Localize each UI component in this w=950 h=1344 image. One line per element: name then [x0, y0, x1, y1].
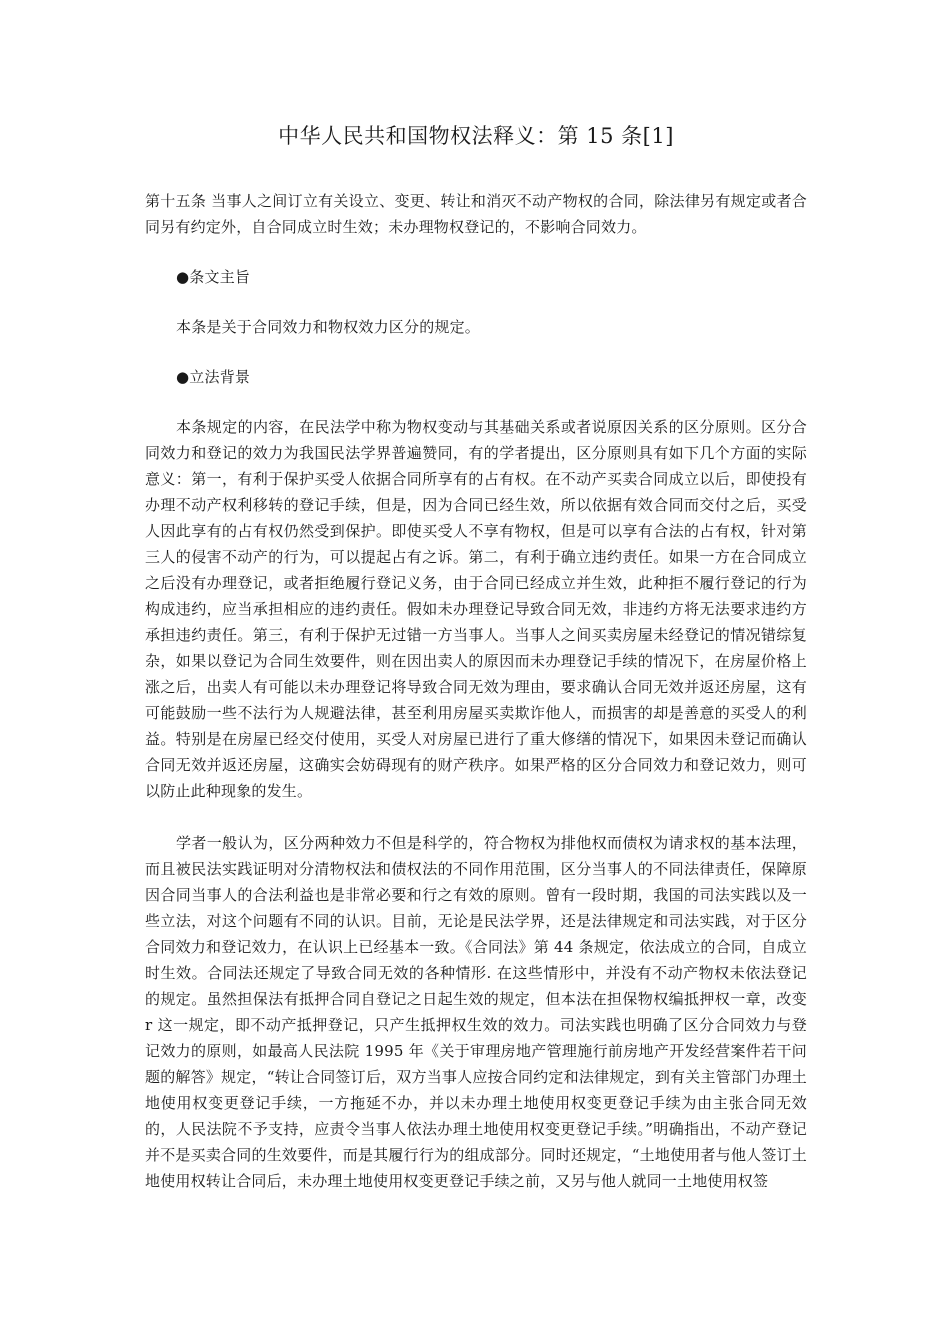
- background-paragraph-1: 本条规定的内容，在民法学中称为物权变动与其基础关系或者说原因关系的区分原则。区分合同效力和登记的效力为我国民法学界普遍赞同，有的学者提出，区分原则具有如下几个方面的实际意义：第一，有利于保护买受人依据合同所享有的占有权。在不动产买卖合同成立以后，即使投有办理不动产权利移转的登记手续，但是，因为合同已经生效，所以依据有效合同而交付之后，买受人因此享有的占有权仍然受到保护。即使买受人不享有物权，但是可以享有合法的占有权，针对第三人的侵害不动产的行为，可以提起占有之诉。第二，有利于确立违约责任。如果一方在合同成立之后没有办理登记，或者拒绝履行登记义务，由于合同已经成立并生效，此种拒不履行登记的行为构成违约，应当承担相应的违约责任。假如未办理登记导致合同无效，非违约方将无法要求违约方承担违约责任。第三，有利于保护无过错一方当事人。当事人之间买卖房屋未经登记的情况错综复杂，如果以登记为合同生效要件，则在因出卖人的原因而未办理登记手续的情况下，在房屋价格上涨之后，出卖人有可能以未办理登记将导致合同无效为理由，要求确认合同无效并返还房屋，这有可能鼓励一些不法行为人规避法律，甚至利用房屋买卖欺诈他人，而损害的却是善意的买受人的利益。特别是在房屋已经交付使用，买受人对房屋已进行了重大修缮的情况下，如果因未登记而确认合同无效并返还房屋，这确实会妨碍现有的财产秩序。如果严格的区分合同效力和登记效力，则可以防止此种现象的发生。: [145, 418, 807, 800]
- heading-purpose: ●条文主旨: [176, 268, 251, 286]
- article-text: 第十五条 当事人之间订立有关设立、变更、转让和消灭不动产物权的合同，除法律另有规定或者合同另有约定外，自合同成立时生效；未办理物权登记的，不影响合同效力。: [145, 192, 807, 236]
- heading-background: ●立法背景: [176, 368, 251, 386]
- document-page: [145, 118, 807, 1194]
- background-paragraph-2: 学者一般认为，区分两种效力不但是科学的，符合物权为排他权而债权为请求权的基本法理，而且被民法实践证明对分清物权法和债权法的不同作用范围，区分当事人的不同法律责任，保障原因合同当事人的合法利益也是非常必要和行之有效的原则。曾有一段时期，我国的司法实践以及一些立法，对这个问题有不同的认识。目前，无论是民法学界，还是法律规定和司法实践，对于区分合同效力和登记效力，在认识上已经基本一致。《合同法》第 44 条规定，依法成立的合同，自成立时生效。合同法还规定了导致合同无效的各种情形. 在这些情形中，并没有不动产物权未依法登记的规定。虽然担保法有抵押合同自登记之日起生效的规定，但本法在担保物权编抵押权一章，改变 r 这一规定，即不动产抵押登记，只产生抵押权生效的效力。司法实践也明确了区分合同效力与登记效力的原则，如最高人民法院 1995 年《关于审理房地产管理施行前房地产开发经营案件若干问题的解答》规定，“转让合同签订后，双方当事人应按合同约定和法律规定，到有关主管部门办理土地使用权变更登记手续，一方拖延不办，并以未办理土地使用权变更登记手续为由主张合同无效的，人民法院不予支持，应责令当事人依法办理土地使用权变更登记手续。”明确指出，不动产登记并不是买卖合同的生效要件，而是其履行行为的组成部分。同时还规定，“土地使用者与他人签订土地使用权转让合同后，未办理土地使用权变更登记手续之前，又另与他人就同一土地使用权签: [145, 834, 807, 1190]
- purpose-text: 本条是关于合同效力和物权效力区分的规定。: [176, 318, 481, 336]
- document-title: 中华人民共和国物权法释义：第 15 条[1]: [278, 124, 674, 148]
